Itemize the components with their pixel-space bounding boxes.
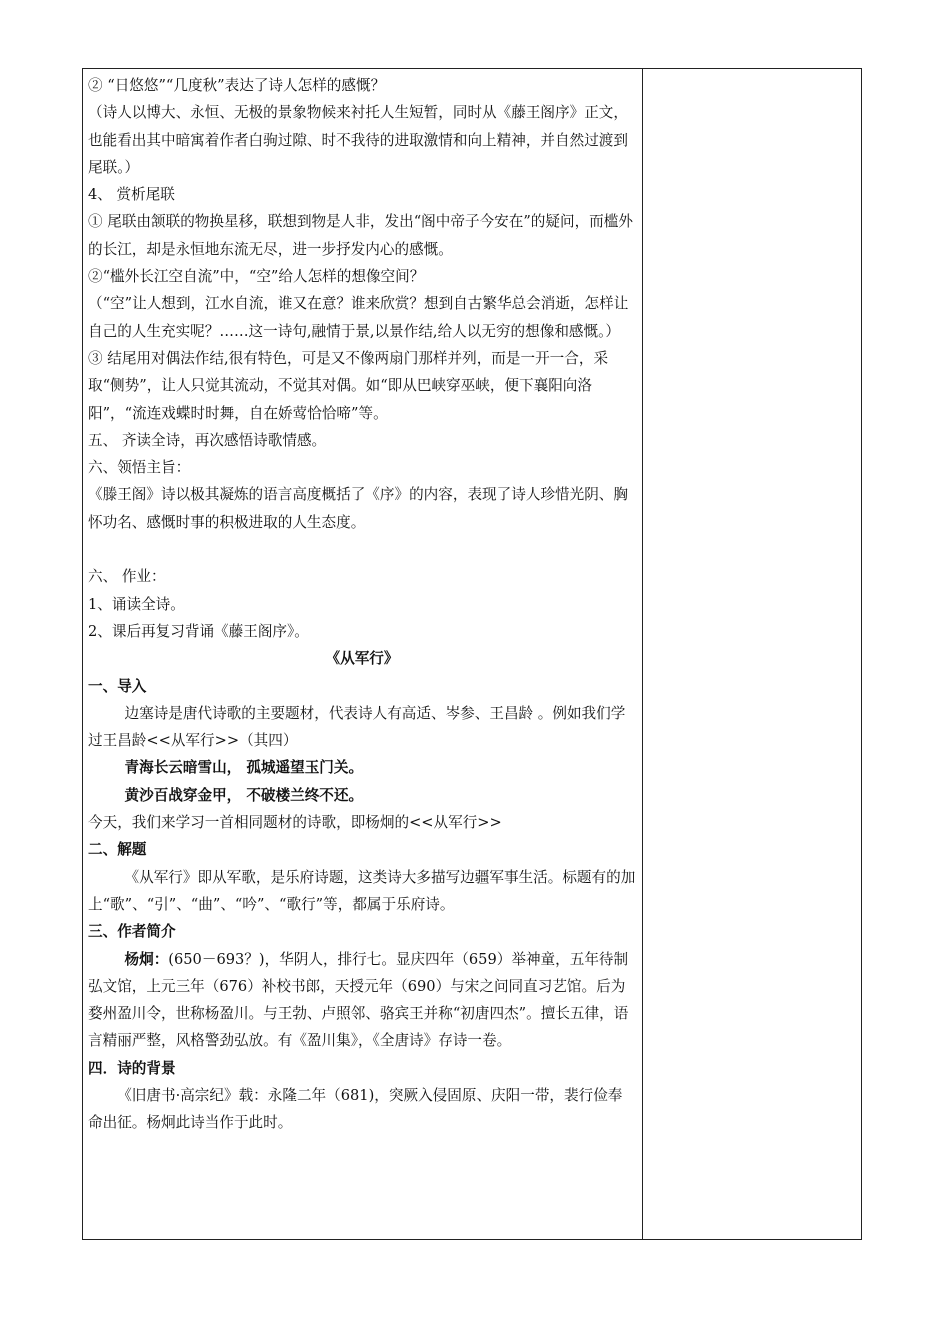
main-cell <box>88 72 636 1137</box>
poem-title: 《从军行》 <box>325 650 399 668</box>
heading-background: 四．诗的背景 <box>88 1059 176 1077</box>
homework-heading: 六、 作业： <box>88 568 166 586</box>
background-text: 《旧唐书·高宗纪》载：永隆二年（681)，突厥入侵固原、庆阳一带，裴行俭奉命出征。杨炯此诗当作于此时。 <box>88 1086 623 1132</box>
step-6-theme: 六、领悟主旨： <box>88 459 191 477</box>
poem-line-1: 青海长云暗雪山， 孤城遥望玉门关。 <box>124 759 364 777</box>
title-explain-text: 《从军行》即从军歌，是乐府诗题，这类诗大多描写边疆军事生活。标题有的加上“歌”、“引”、“曲”、“吟”、“歌行”等，都属于乐府诗。 <box>88 868 636 913</box>
question-2: ② “日悠悠”“几度秋”表达了诗人怎样的感慨？ <box>88 77 386 94</box>
point-1: ① 尾联由颔联的物换星移，联想到物是人非，发出“阁中帝子今安在”的疑问，而槛外的长江，却是永恒地东流无尽，进一步抒发内心的感慨。 <box>88 213 633 258</box>
heading-author: 三、作者简介 <box>88 923 176 941</box>
author-text <box>88 946 636 1055</box>
intro-closing: 今天，我们来学习一首相同题材的诗歌，即杨炯的<<从军行>> <box>88 814 502 832</box>
homework-1: 1、诵读全诗。 <box>88 595 185 613</box>
heading-title-explain: 二、解题 <box>88 841 147 859</box>
answer-2: （诗人以博大、永恒、无极的景象物候来衬托人生短暂，同时从《藤王阁序》正文，也能看出其中暗寓着作者白驹过隙、时不我待的进取激情和向上精神，并自然过渡到尾联。） <box>88 104 628 176</box>
point-2-answer: （“空”让人想到，江水自流，谁又在意？谁来欣赏？想到自古繁华总会消逝，怎样让自己的人生充实呢？……这一诗句,融情于景,以景作结,给人以无穷的想像和感慨。） <box>88 295 629 340</box>
homework-2: 2、课后再复习背诵《藤王阁序》。 <box>88 622 309 640</box>
step-5: 五、 齐读全诗，再次感悟诗歌情感。 <box>88 431 327 449</box>
spacer <box>88 536 636 563</box>
intro-text: 边塞诗是唐代诗歌的主要题材，代表诗人有高适、岑参、王昌龄 。例如我们学过王昌龄<<从军行>>（其四） <box>88 704 626 750</box>
author-name: 杨炯： <box>124 950 169 968</box>
section-tail-couplet: 4、 赏析尾联 <box>88 186 175 204</box>
poem-line-2: 黄沙百战穿金甲， 不破楼兰终不还。 <box>124 786 364 804</box>
heading-intro: 一、导入 <box>88 677 147 695</box>
column-divider <box>642 68 643 1240</box>
author-bio: (650－693？)，华阴人，排行七。显庆四年（659）举神童，五年待制弘文馆，上元三年（676）补校书郎，天授元年（690）与宋之问同直习艺馆。后为婺州盈川令，世称杨盈川。与王勃、卢照邻、骆宾王并称“初唐四杰”。擅长五律，语言精丽严整，风格警劲弘放。有《盈川集》，《全唐诗》存诗一卷。 <box>88 950 629 1050</box>
point-2: ②“槛外长江空自流”中，“空”给人怎样的想像空间？ <box>88 268 425 286</box>
point-3: ③ 结尾用对偶法作结,很有特色，可是又不像两扇门那样并列，而是一开一合，采取“侧势”，让人只觉其流动，不觉其对偶。如“即从巴峡穿巫峡，便下襄阳向洛阳”，“流连戏蝶时时舞，自在娇莺恰恰啼”等。 <box>88 349 609 422</box>
theme-text: 《滕王阁》诗以极其凝炼的语言高度概括了《序》的内容，表现了诗人珍惜光阴、胸怀功名、感慨时事的积极进取的人生态度。 <box>88 486 628 531</box>
